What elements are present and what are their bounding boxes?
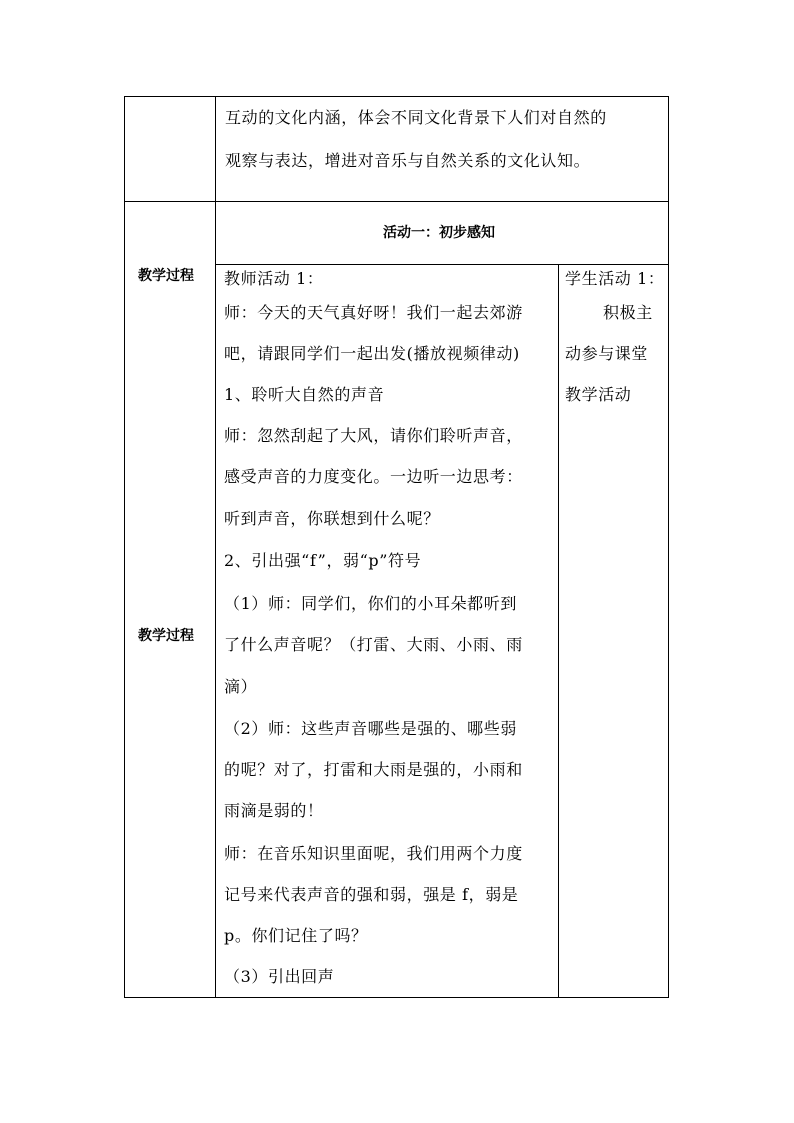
row-label: 教学过程 xyxy=(138,268,194,284)
table-top-border xyxy=(124,96,669,97)
student-line: 学生活动 1： xyxy=(565,269,665,288)
teacher-line: 教师活动 1： xyxy=(224,269,324,288)
teacher-line: （3）引出回声 xyxy=(224,967,335,986)
table-bottom-border xyxy=(124,997,669,998)
teacher-line: 雨滴是弱的！ xyxy=(224,801,324,820)
teacher-line: 师：在音乐知识里面呢，我们用两个力度 xyxy=(224,844,523,863)
teacher-line: 感受声音的力度变化。一边听一边思考： xyxy=(224,467,523,486)
activity-title: 活动一：初步感知 xyxy=(383,225,495,241)
label-column-divider xyxy=(215,96,216,998)
teacher-line: 2、引出强“f”，弱“p”符号 xyxy=(224,551,422,570)
teacher-line: 师：今天的天气真好呀！我们一起去郊游 xyxy=(224,303,523,322)
teacher-line: p。你们记住了吗？ xyxy=(224,926,368,945)
intro-line: 互动的文化内涵，体会不同文化背景下人们对自然的 xyxy=(225,108,607,127)
student-line: 积极主 xyxy=(603,303,653,322)
teacher-line: 记号来代表声音的强和弱，强是 f，弱是 xyxy=(224,885,519,904)
student-column-divider xyxy=(558,264,559,998)
subheader-divider xyxy=(215,264,669,265)
teacher-line: （2）师：这些声音哪些是强的、哪些弱 xyxy=(224,719,517,738)
student-line: 教学活动 xyxy=(565,385,632,404)
teacher-line: 听到声音，你联想到什么呢？ xyxy=(224,509,440,528)
teacher-line: 吧，请跟同学们一起出发(播放视频律动) xyxy=(224,344,520,363)
teacher-line: （1）师：同学们，你们的小耳朵都听到 xyxy=(224,594,517,613)
row-divider xyxy=(124,201,669,202)
row-label: 教学过程 xyxy=(138,628,194,644)
intro-line: 观察与表达，增进对音乐与自然关系的文化认知。 xyxy=(225,151,591,170)
teacher-line: 1、聆听大自然的声音 xyxy=(224,385,385,404)
teacher-line: 的呢？对了，打雷和大雨是强的，小雨和 xyxy=(224,760,523,779)
teacher-line: 师：忽然刮起了大风，请你们聆听声音， xyxy=(224,426,523,445)
table-right-border xyxy=(668,96,669,998)
student-line: 动参与课堂 xyxy=(565,344,649,363)
table-left-border xyxy=(124,96,125,998)
teacher-line: 滴） xyxy=(224,677,258,696)
teacher-line: 了什么声音呢？（打雷、大雨、小雨、雨 xyxy=(224,635,523,654)
